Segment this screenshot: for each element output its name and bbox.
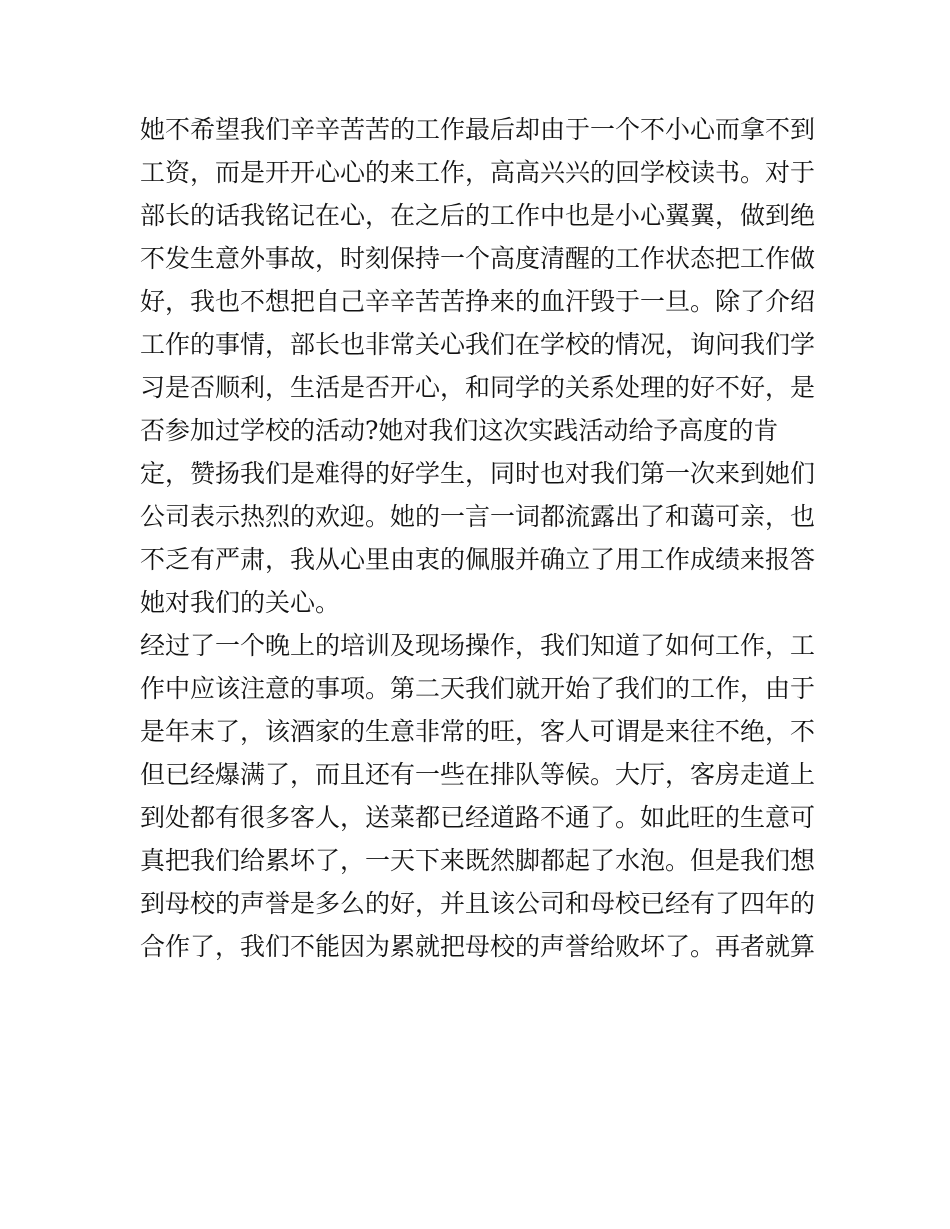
- text-line: 到母校的声誉是多么的好，并且该公司和母校已经有了四年的: [140, 889, 816, 918]
- text-line: 好，我也不想把自己辛辛苦苦挣来的血汗毁于一旦。除了介绍: [140, 287, 816, 316]
- body-text: [140, 108, 820, 968]
- text-line: 习是否顺利，生活是否开心，和同学的关系处理的好不好，是: [140, 373, 816, 402]
- text-line: 不发生意外事故，时刻保持一个高度清醒的工作状态把工作做: [140, 244, 816, 273]
- text-line: 是年末了，该酒家的生意非常的旺，客人可谓是来往不绝，不: [140, 717, 816, 746]
- text-line: 真把我们给累坏了，一天下来既然脚都起了水泡。但是我们想: [140, 846, 816, 875]
- text-line: 作中应该注意的事项。第二天我们就开始了我们的工作，由于: [140, 674, 816, 703]
- text-line: 但已经爆满了，而且还有一些在排队等候。大厅，客房走道上: [140, 760, 816, 789]
- text-line: 到处都有很多客人，送菜都已经道路不通了。如此旺的生意可: [140, 803, 816, 832]
- text-line: 经过了一个晚上的培训及现场操作，我们知道了如何工作，工: [140, 631, 816, 660]
- text-line: 不乏有严肃，我从心里由衷的佩服并确立了用工作成绩来报答: [140, 545, 816, 574]
- text-line: 公司表示热烈的欢迎。她的一言一词都流露出了和蔼可亲，也: [140, 502, 816, 531]
- text-line: 否参加过学校的活动?她对我们这次实践活动给予高度的肯: [140, 416, 779, 445]
- text-line: 她不希望我们辛辛苦苦的工作最后却由于一个不小心而拿不到: [140, 115, 816, 144]
- text-line: 合作了，我们不能因为累就把母校的声誉给败坏了。再者就算: [140, 932, 816, 961]
- text-line: 工资，而是开开心心的来工作，高高兴兴的回学校读书。对于: [140, 158, 816, 187]
- text-line: 部长的话我铭记在心，在之后的工作中也是小心翼翼，做到绝: [140, 201, 816, 230]
- text-line: 定，赞扬我们是难得的好学生，同时也对我们第一次来到她们: [140, 459, 816, 488]
- text-line: 工作的事情，部长也非常关心我们在学校的情况，询问我们学: [140, 330, 816, 359]
- text-line: 她对我们的关心。: [140, 588, 341, 617]
